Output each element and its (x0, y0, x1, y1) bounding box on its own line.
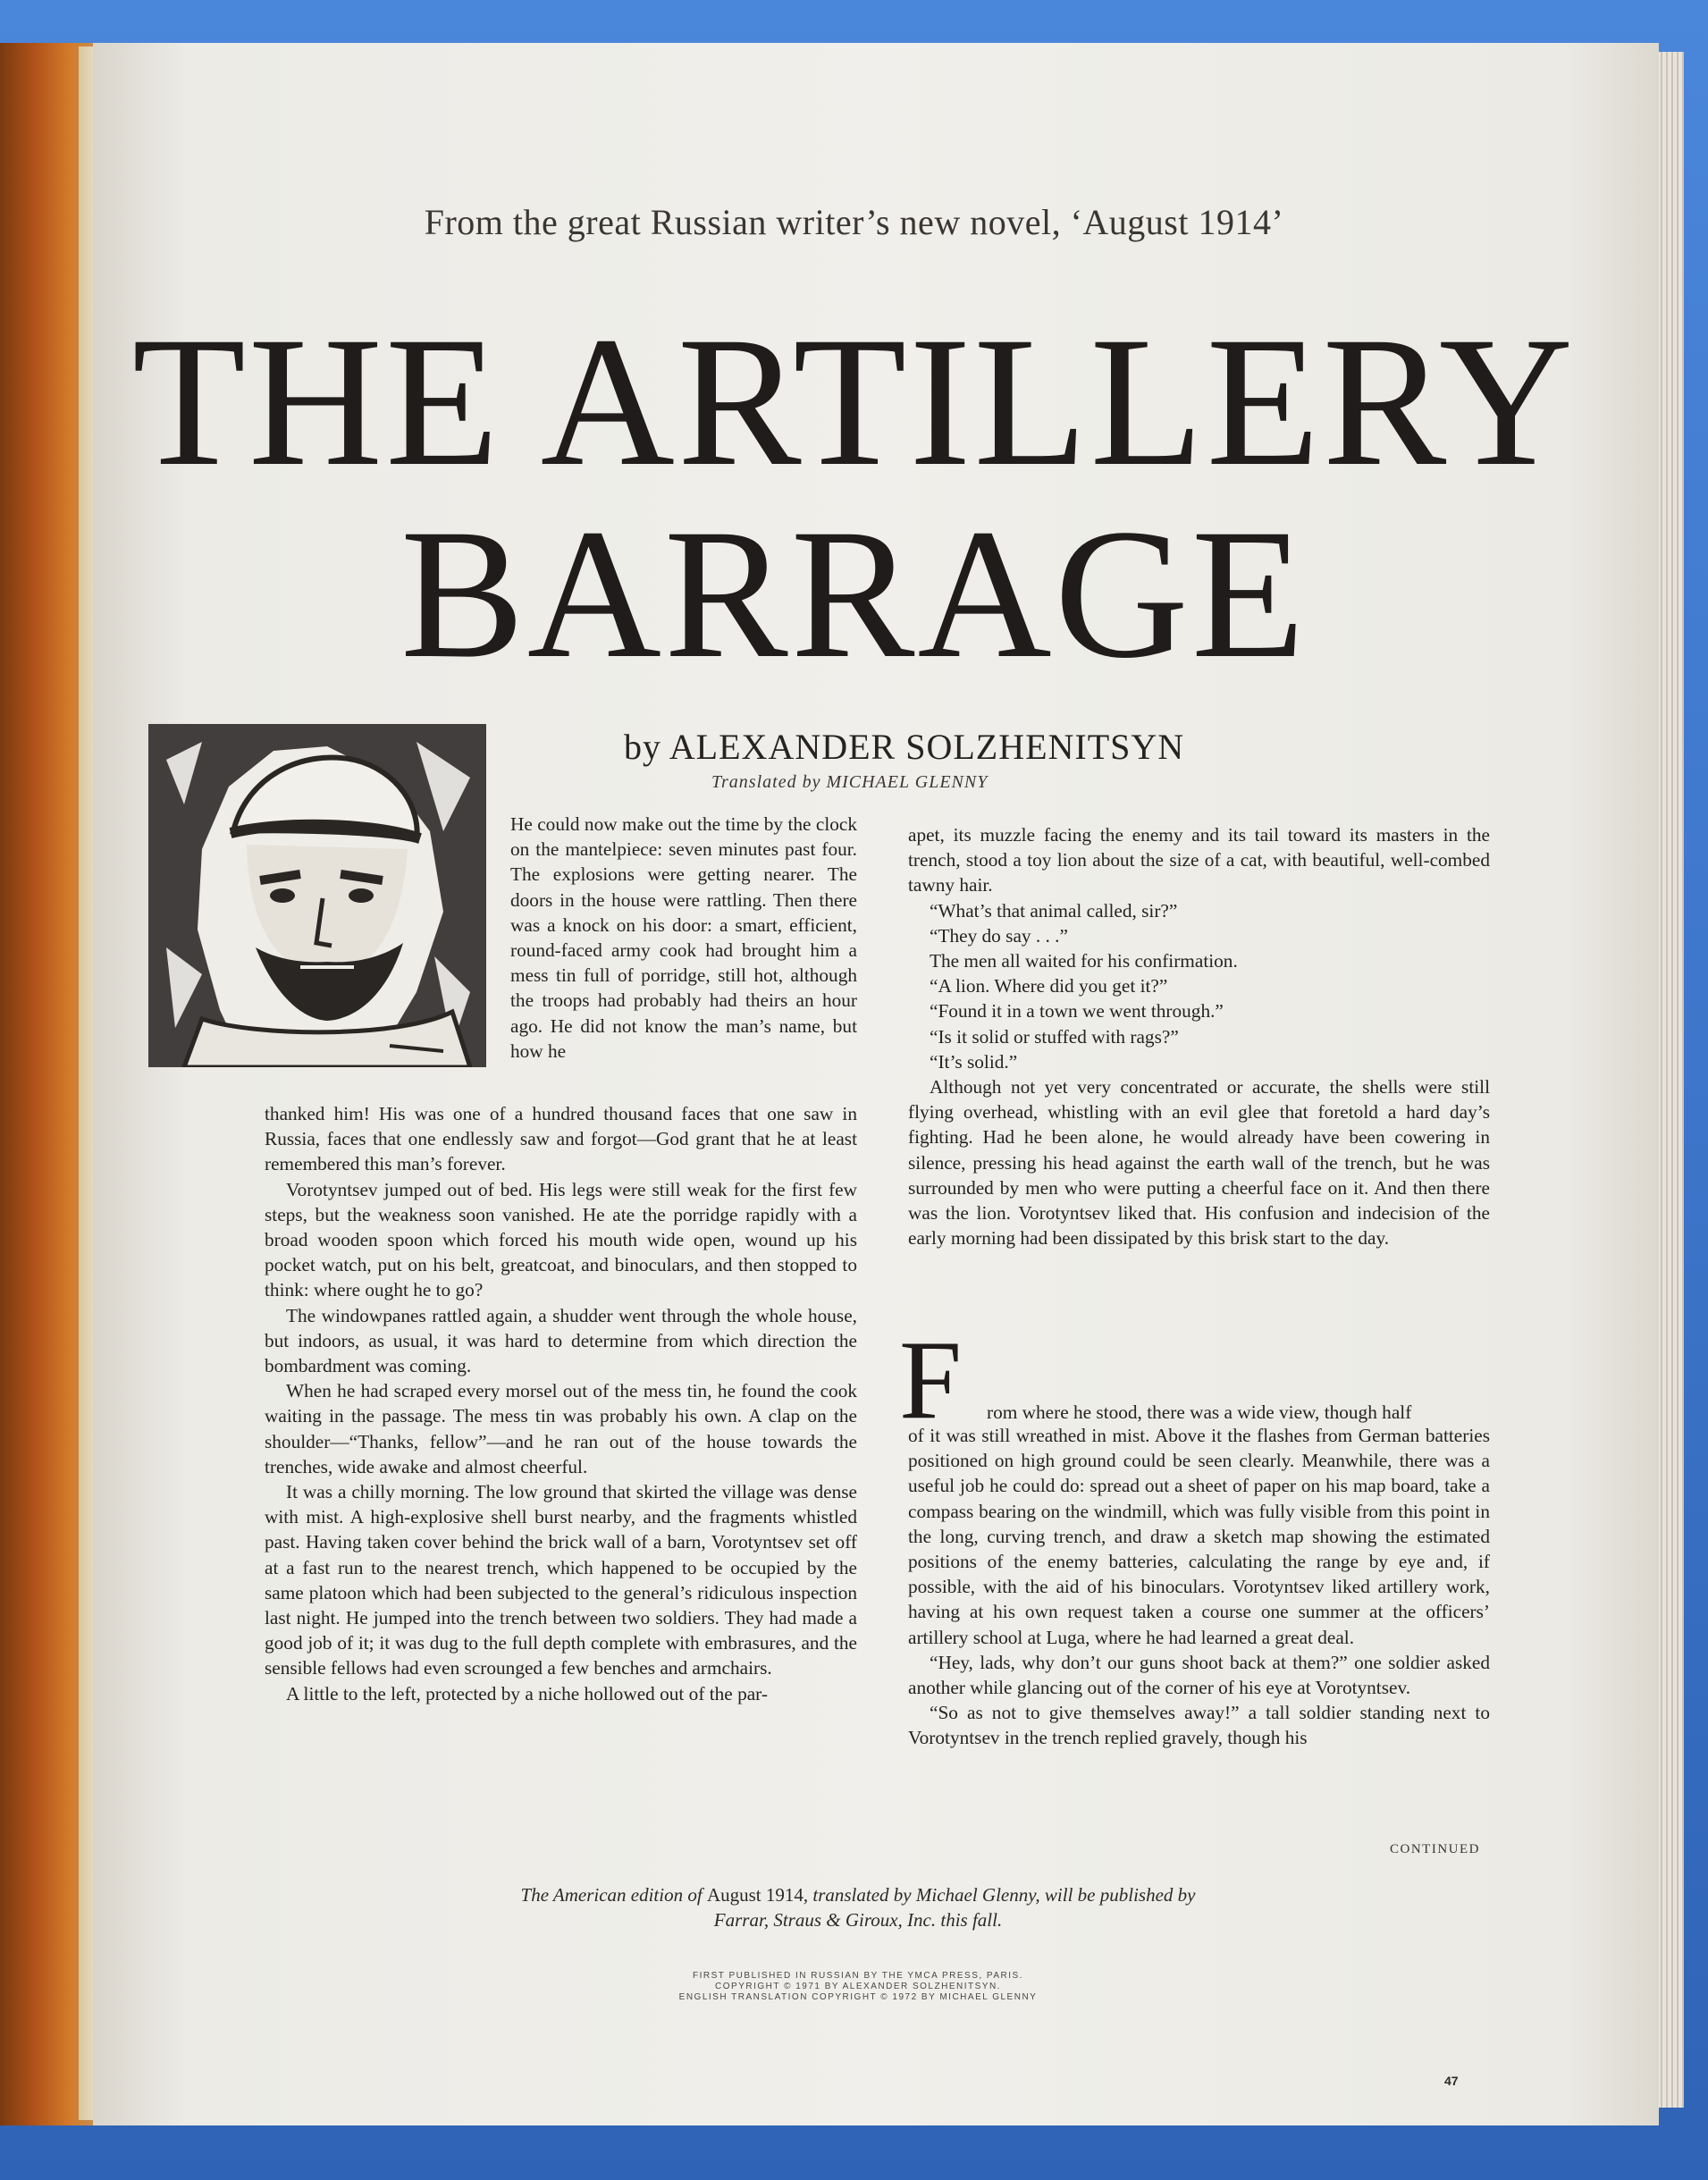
paragraph: of it was still wreathed in mist. Above it the flashes from German batteries positioned on high ground could be seen clearly. Meanwhile, there was a useful job he could do: spread out a sheet of paper on his map board, take a compass bearing on the windmill, which was fully visible from this point in the long, curving trench, and draw a sketch map showing the estimated positions of the enemy batteries, calculating the range by eye and, if possible, with the aid of his binoculars. Vorotyntsev liked artillery work, having at his own request taken a course one summer at the officers’ artillery school at Luga, where he had learned a great deal. (908, 1425, 1490, 1648)
column-2-top (908, 822, 1490, 1250)
edition-note-book-title: August 1914 (706, 1884, 804, 1906)
edition-note-part: The American edition of (520, 1884, 707, 1906)
dialogue-line: “Found it in a town we went through.” (930, 1000, 1224, 1023)
paragraph: Vorotyntsev jumped out of bed. His legs were still weak for the first few steps, but the weakness soon vanished. He ate the porridge rapidly with a broad wooden spoon which forced his mouth wide open, wound up his pocket watch, put on his belt, greatcoat, and binoculars, and then stopped to think: where ought he to go? (265, 1178, 857, 1301)
paragraph: It was a chilly morning. The low ground that skirted the village was dense with mist. A high-explosive shell burst nearby, and the fragments whistled past. Having taken cover behind the brick wall of a barn, Vorotyntsev set off at a fast run to the nearest trench, which happened to be occupied by the same platoon which had been subjected to the general’s ridiculous inspection last night. He jumped into the trench between two soldiers. They had made a good job of it; it was dug to the full depth complete with embrasures, and the sensible fellows had even scrounged a few benches and armchairs. (265, 1481, 857, 1679)
paragraph: thanked him! His was one of a hundred thousand faces that one saw in Russia, faces that one endlessly saw and forgot—God grant that he at least remembered this man’s forever. (265, 1103, 857, 1175)
column-1-wrap (510, 812, 857, 1064)
paragraph: Although not yet very concentrated or accurate, the shells were still flying overhead, whistling with an evil glee that foretold a hard day’s fighting. Had he been alone, he would already have been cowering in silence, pressing his head against the earth wall of the trench, but he was surrounded by men who were putting a cheerful face on it. And then there was the lion. Vorotyntsev liked that. His confusion and indecision of the early morning had been dissipated by this brisk start to the day. (908, 1076, 1490, 1250)
headline-line-2: BARRAGE (400, 491, 1308, 696)
paragraph: The windowpanes rattled again, a shudder went through the whole house, but indoors, as usual, it was hard to determine from which direction the bombardment was coming. (265, 1304, 857, 1377)
paragraph: A little to the left, protected by a niche hollowed out of the par- (286, 1682, 768, 1704)
author-portrait (148, 724, 486, 1067)
copyright-line: ENGLISH TRANSLATION COPYRIGHT © 1972 BY MICHAEL GLENNY (678, 1992, 1038, 2002)
dialogue-line: “It’s solid.” (930, 1050, 1018, 1073)
paragraph: “Hey, lads, why don’t our guns shoot back at them?” one soldier asked another while glancing out of the corner of his eye at Vorotyntsev. (908, 1651, 1490, 1699)
dialogue-line: “What’s that animal called, sir?” (930, 899, 1178, 922)
copyright-line: FIRST PUBLISHED IN RUSSIAN BY THE YMCA PRESS, PARIS. (693, 1971, 1023, 1981)
column-2-bottom (908, 1423, 1490, 1751)
dialogue-line: “They do say . . .” (930, 924, 1068, 947)
portrait-drawing (148, 724, 486, 1067)
copyright-block (581, 1971, 1135, 2003)
paragraph: The men all waited for his confirmation. (930, 950, 1238, 972)
copyright-line: COPYRIGHT © 1971 BY ALEXANDER SOLZHENITSYN. (715, 1982, 1001, 1991)
drop-cap-line (987, 1400, 1490, 1425)
translator-credit: Translated by MICHAEL GLENNY (711, 772, 989, 792)
paragraph: “So as not to give themselves away!” a tall soldier standing next to Vorotyntsev in the trench replied gravely, though his (908, 1702, 1490, 1749)
paragraph: apet, its muzzle facing the enemy and its tail toward its masters in the trench, stood a toy lion about the size of a cat, with beautiful, well-combed tawny hair. (908, 824, 1490, 896)
paragraph: When he had scraped every morsel out of the mess tin, he found the cook waiting in the passage. The mess tin was probably his own. A clap on the shoulder—“Thanks, fellow”—and he ran out of the house towards the trenches, wide awake and almost cheerful. (265, 1380, 857, 1477)
page-number: 47 (1444, 2074, 1459, 2088)
edition-note-part: , translated by Michael Glenny, will be published by Farrar, Straus & Giroux, Inc. this fall. (713, 1884, 1196, 1931)
column-1-body (265, 1101, 857, 1706)
continued-label: CONTINUED (1390, 1842, 1480, 1856)
edition-note (501, 1882, 1216, 1932)
paragraph: rom where he stood, there was a wide view, though half (987, 1401, 1412, 1423)
kicker: From the great Russian writer’s new novel, ‘August 1914’ (424, 202, 1284, 242)
dialogue-line: “A lion. Where did you get it?” (930, 975, 1168, 997)
drop-cap: F (899, 1318, 963, 1443)
headline-line-1: THE ARTILLERY (131, 299, 1577, 504)
byline: by ALEXANDER SOLZHENITSYN (624, 727, 1185, 767)
paragraph: He could now make out the time by the clock on the mantelpiece: seven minutes past four. The explosions were getting nearer. The doors in the house were rattling. Then there was a knock on his door: a smart, efficient, round-faced army cook had brought him a mess tin full of porridge, still hot, although the troops had probably had theirs an hour ago. He did not know the man’s name, but how he (510, 813, 857, 1062)
dialogue-line: “Is it solid or stuffed with rags?” (930, 1025, 1179, 1048)
